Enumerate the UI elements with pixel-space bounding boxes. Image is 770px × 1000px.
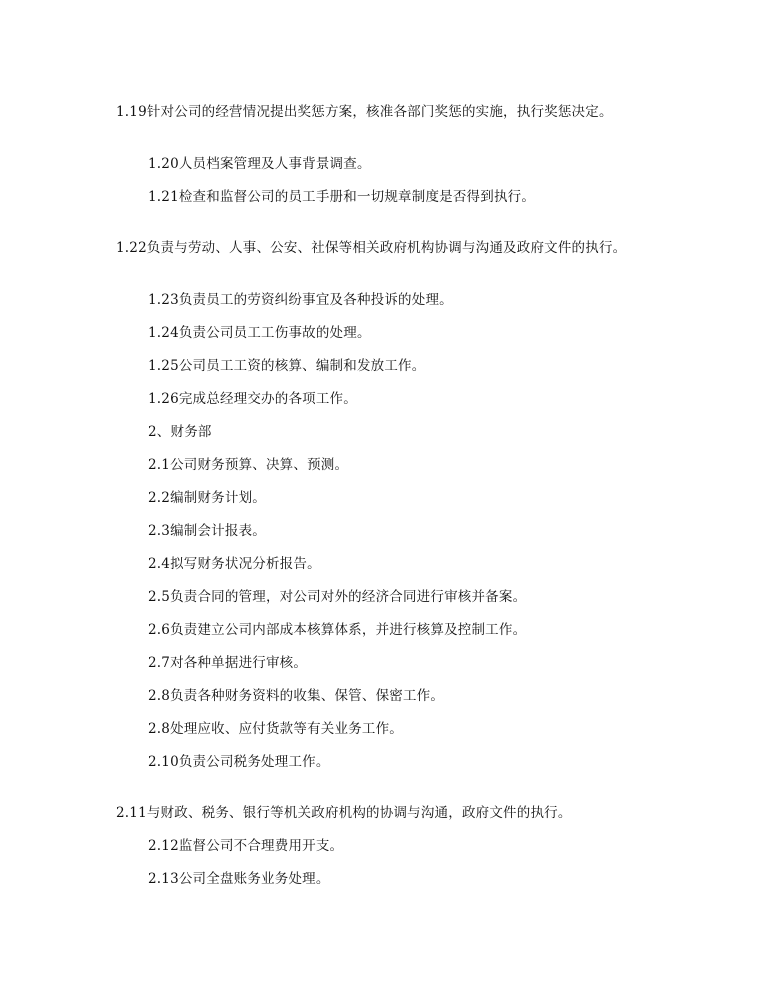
- paragraph-2-7: 2.7对各种单据进行审核。: [148, 655, 308, 671]
- paragraph-2-11: 2.11与财政、税务、银行等机关政府机构的协调与沟通，政府文件的执行。: [116, 805, 572, 821]
- paragraph-1-21: 1.21检查和监督公司的员工手册和一切规章制度是否得到执行。: [148, 189, 536, 205]
- paragraph-2-2: 2.2编制财务计划。: [148, 490, 266, 506]
- paragraph-1-19: 1.19针对公司的经营情况提出奖惩方案，核准各部门奖惩的实施，执行奖惩决定。: [116, 104, 613, 120]
- paragraph-2-3: 2.3编制会计报表。: [148, 523, 266, 539]
- paragraph-2-13: 2.13公司全盘账务业务处理。: [148, 871, 330, 887]
- paragraph-1-22: 1.22负责与劳动、人事、公安、社保等相关政府机构协调与沟通及政府文件的执行。: [116, 240, 627, 256]
- paragraph-1-24: 1.24负责公司员工工伤事故的处理。: [148, 325, 371, 341]
- paragraph-2-5: 2.5负责合同的管理，对公司对外的经济合同进行审核并备案。: [148, 589, 527, 605]
- section-heading-finance: 2、财务部: [148, 424, 212, 440]
- paragraph-2-12: 2.12监督公司不合理费用开支。: [148, 838, 344, 854]
- paragraph-1-23: 1.23负责员工的劳资纠纷事宜及各种投诉的处理。: [148, 292, 453, 308]
- paragraph-2-6: 2.6负责建立公司内部成本核算体系，并进行核算及控制工作。: [148, 622, 527, 638]
- paragraph-1-25: 1.25公司员工工资的核算、编制和发放工作。: [148, 358, 426, 374]
- paragraph-1-26: 1.26完成总经理交办的各项工作。: [148, 391, 357, 407]
- paragraph-2-1: 2.1公司财务预算、决算、预测。: [148, 457, 349, 473]
- paragraph-2-10: 2.10负责公司税务处理工作。: [148, 754, 330, 770]
- paragraph-2-8a: 2.8负责各种财务资料的收集、保管、保密工作。: [148, 688, 445, 704]
- paragraph-2-4: 2.4拟写财务状况分析报告。: [148, 556, 321, 572]
- paragraph-2-8b: 2.8处理应收、应付货款等有关业务工作。: [148, 721, 403, 737]
- paragraph-1-20: 1.20人员档案管理及人事背景调查。: [148, 156, 371, 172]
